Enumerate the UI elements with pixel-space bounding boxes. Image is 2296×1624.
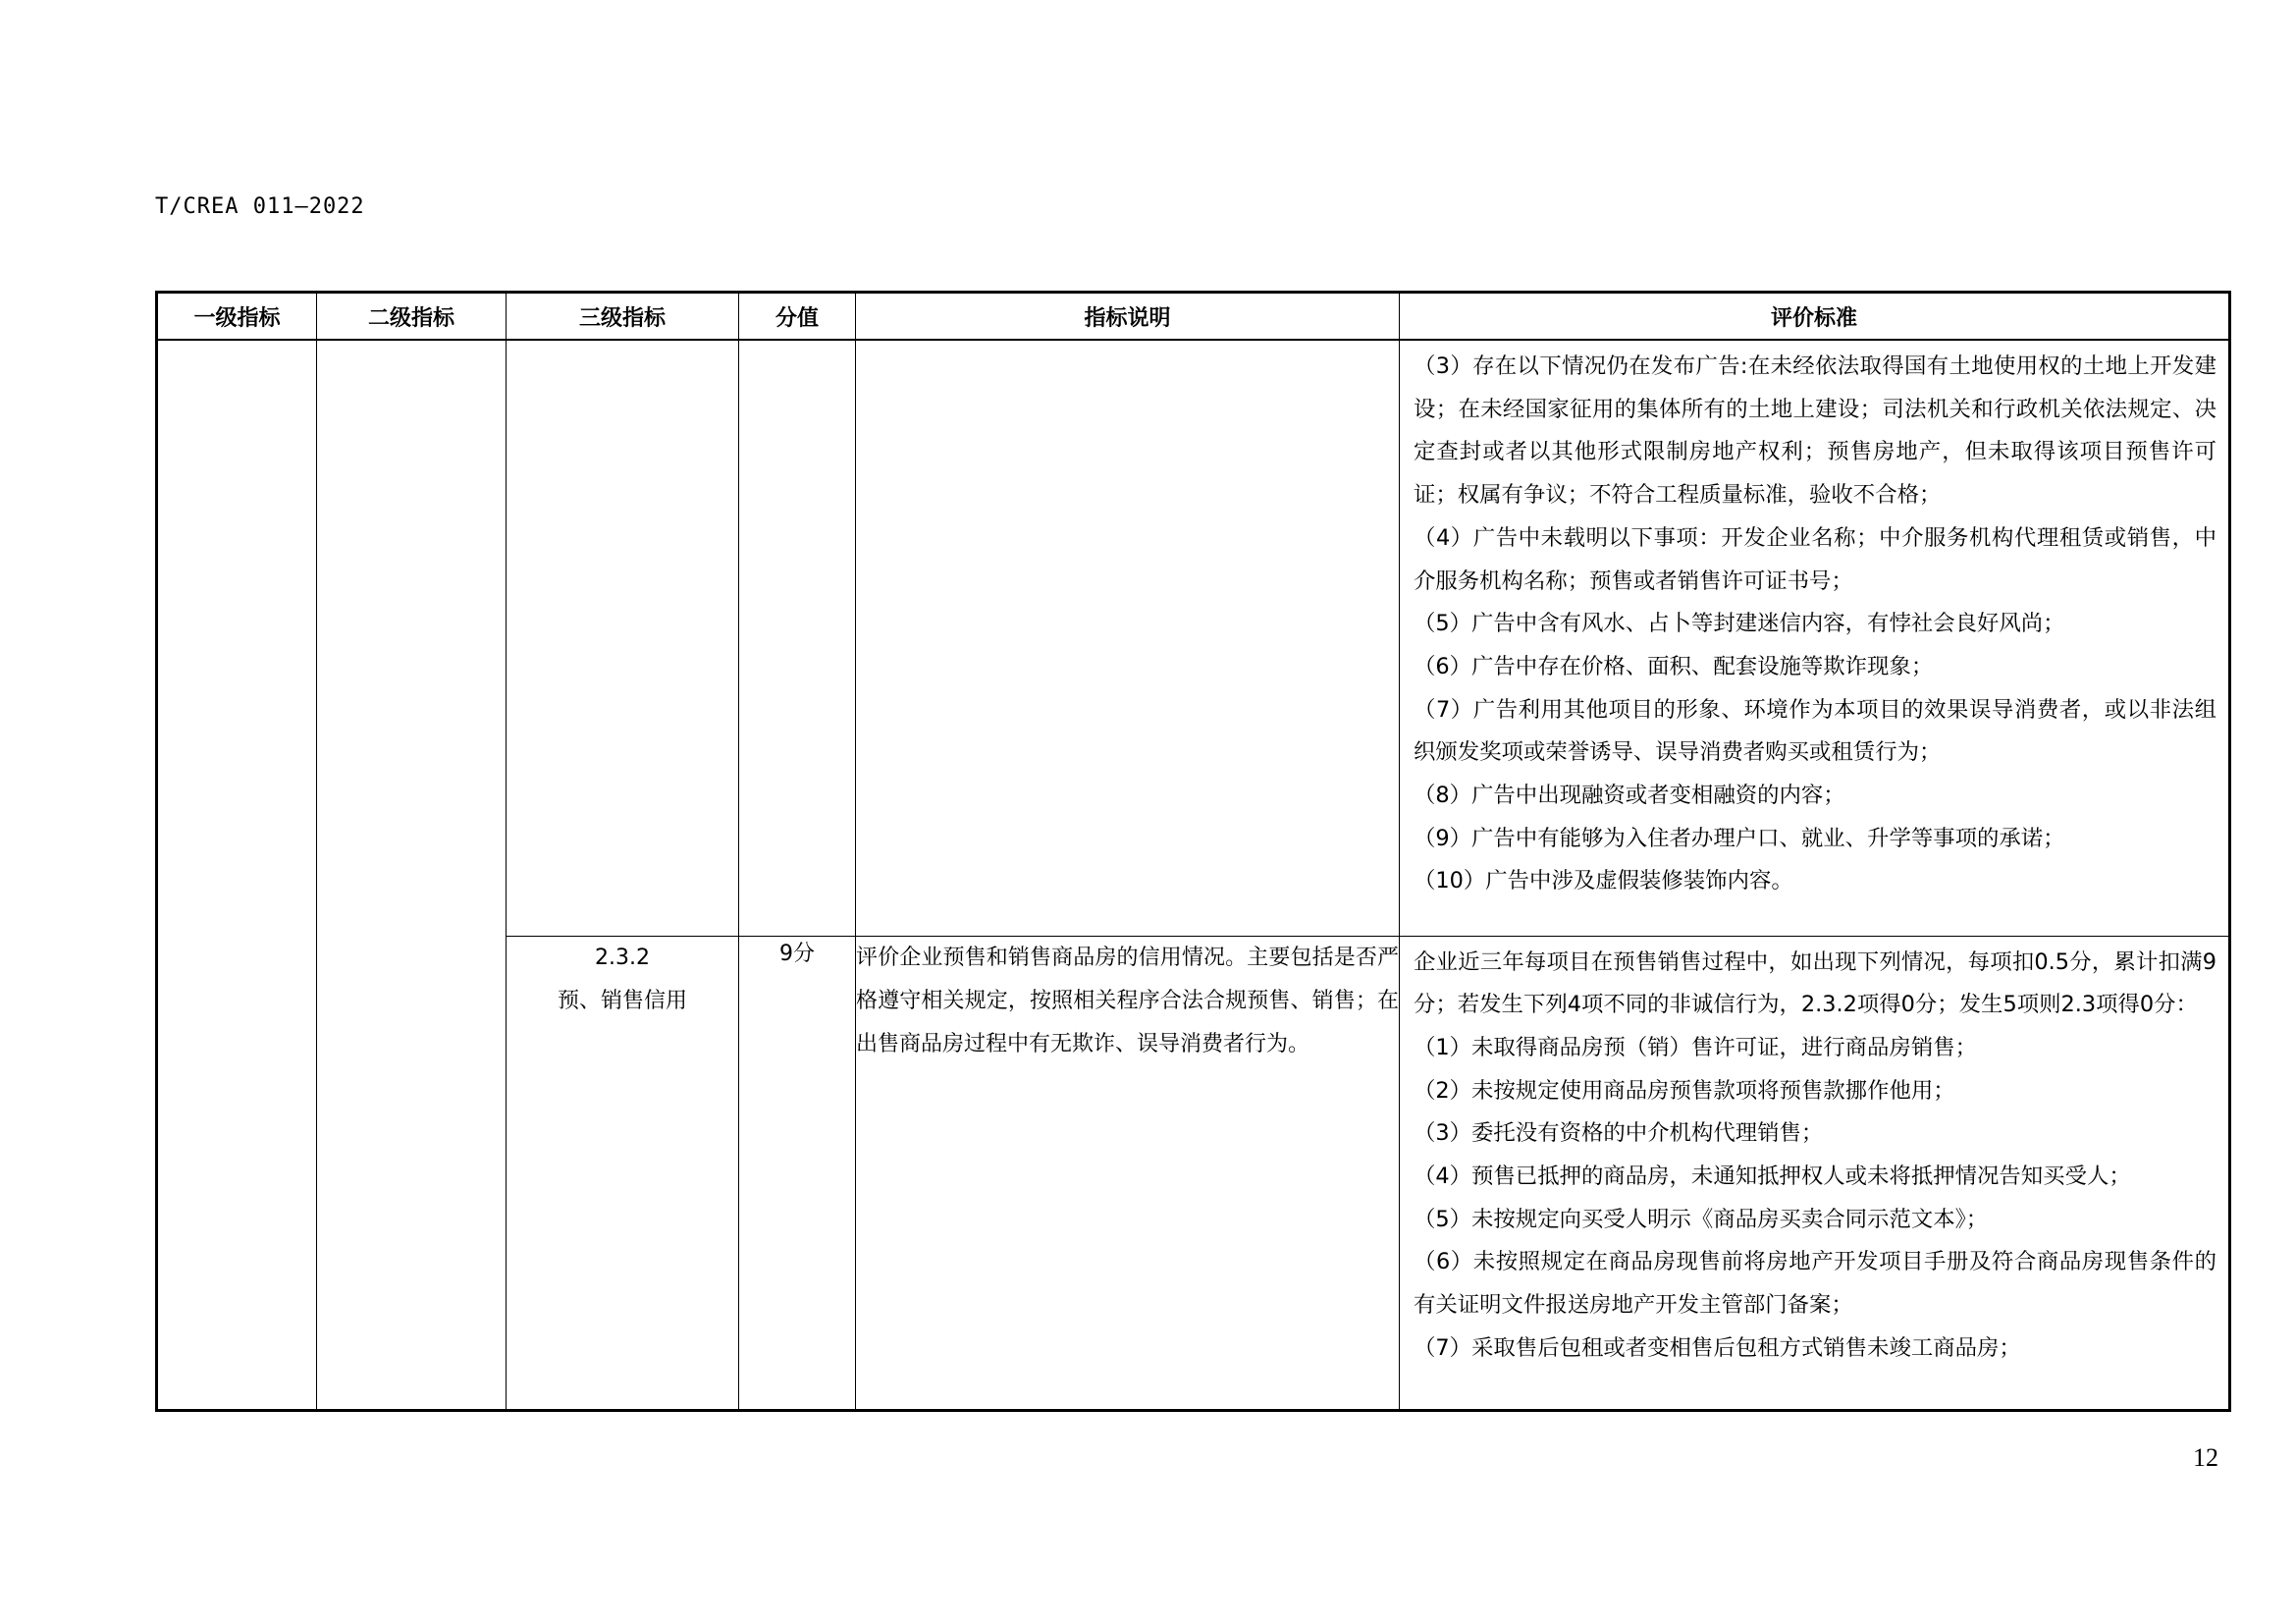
level2-cell [317, 340, 507, 1410]
criteria-item: （9）广告中有能够为入住者办理户口、就业、升学等事项的承诺； [1414, 825, 2065, 851]
page-number: 12 [2193, 1443, 2218, 1472]
criteria-item: 企业近三年每项目在预售销售过程中，如出现下列情况，每项扣0.5分，累计扣满9分；若发生下列4项不同的非诚信行为，2.3.2项得0分；发生5项则2.3项得0分： [1414, 948, 2216, 1018]
level3-name: 预、销售信用 [557, 988, 687, 1013]
table-row [157, 340, 2230, 936]
criteria-item: （7）广告利用其他项目的形象、环境作为本项目的效果误导消费者，或以非法组织颁发奖项或荣誉诱导、误导消费者购买或租赁行为； [1414, 696, 2216, 766]
criteria-item: （1）未取得商品房预（销）售许可证，进行商品房销售； [1414, 1034, 1978, 1060]
column-header-level2: 二级指标 [317, 293, 507, 341]
level3-cell [507, 340, 739, 936]
criteria-item: （3）存在以下情况仍在发布广告:在未经依法取得国有土地使用权的土地上开发建设；在未经国家征用的集体所有的土地上建设；司法机关和行政机关依法规定、决定查封或者以其他形式限制房地产权利；预售房地产，但未取得该项目预售许可证；权属有争议；不符合工程质量标准，验收不合格； [1414, 353, 2216, 509]
criteria-item: （6）未按照规定在商品房现售前将房地产开发项目手册及符合商品房现售条件的有关证明文件报送房地产开发主管部门备案； [1414, 1249, 2216, 1319]
criteria-item: （4）广告中未载明以下事项：开发企业名称；中介服务机构代理租赁或销售，中介服务机构名称；预售或者销售许可证书号； [1414, 524, 2216, 594]
criteria-item: （8）广告中出现融资或者变相融资的内容； [1414, 783, 1845, 809]
column-header-description: 指标说明 [856, 293, 1400, 341]
header-row [157, 293, 2230, 341]
criteria-item: （3）委托没有资格的中介机构代理销售； [1414, 1120, 1824, 1147]
column-header-level1: 一级指标 [157, 293, 317, 341]
description-text: 评价企业预售和销售商品房的信用情况。主要包括是否严格遵守相关规定，按照相关程序合法合规预售、销售；在出售商品房过程中有无欺诈、误导消费者行为。 [856, 945, 1399, 1056]
criteria-item: （5）广告中含有风水、占卜等封建迷信内容，有悖社会良好风尚； [1414, 611, 2065, 637]
score-value: 9分 [779, 941, 815, 966]
description-cell [856, 340, 1400, 936]
column-header-score: 分值 [739, 293, 856, 341]
evaluation-table [155, 291, 2231, 1412]
document-code: T/CREA 011—2022 [155, 194, 365, 219]
criteria-cell [1400, 936, 2230, 1410]
criteria-item: （2）未按规定使用商品房预售款项将预售款挪作他用； [1414, 1077, 1955, 1104]
column-header-level3: 三级指标 [507, 293, 739, 341]
score-cell [739, 340, 856, 936]
level3-code: 2.3.2 [595, 945, 650, 970]
criteria-item: （4）预售已抵押的商品房，未通知抵押权人或未将抵押情况告知买受人； [1414, 1164, 2131, 1190]
level3-cell [507, 936, 739, 1410]
level1-cell [157, 340, 317, 1410]
criteria-item: （5）未按规定向买受人明示《商品房买卖合同示范文本》； [1414, 1206, 1989, 1232]
criteria-cell [1400, 340, 2230, 936]
criteria-item: （7）采取售后包租或者变相售后包租方式销售未竣工商品房； [1414, 1334, 2021, 1361]
column-header-criteria: 评价标准 [1400, 293, 2230, 341]
criteria-item: （10）广告中涉及虚假装修装饰内容。 [1414, 868, 1793, 894]
description-cell [856, 936, 1400, 1410]
criteria-item: （6）广告中存在价格、面积、配套设施等欺诈现象； [1414, 653, 1934, 679]
score-cell [739, 936, 856, 1410]
